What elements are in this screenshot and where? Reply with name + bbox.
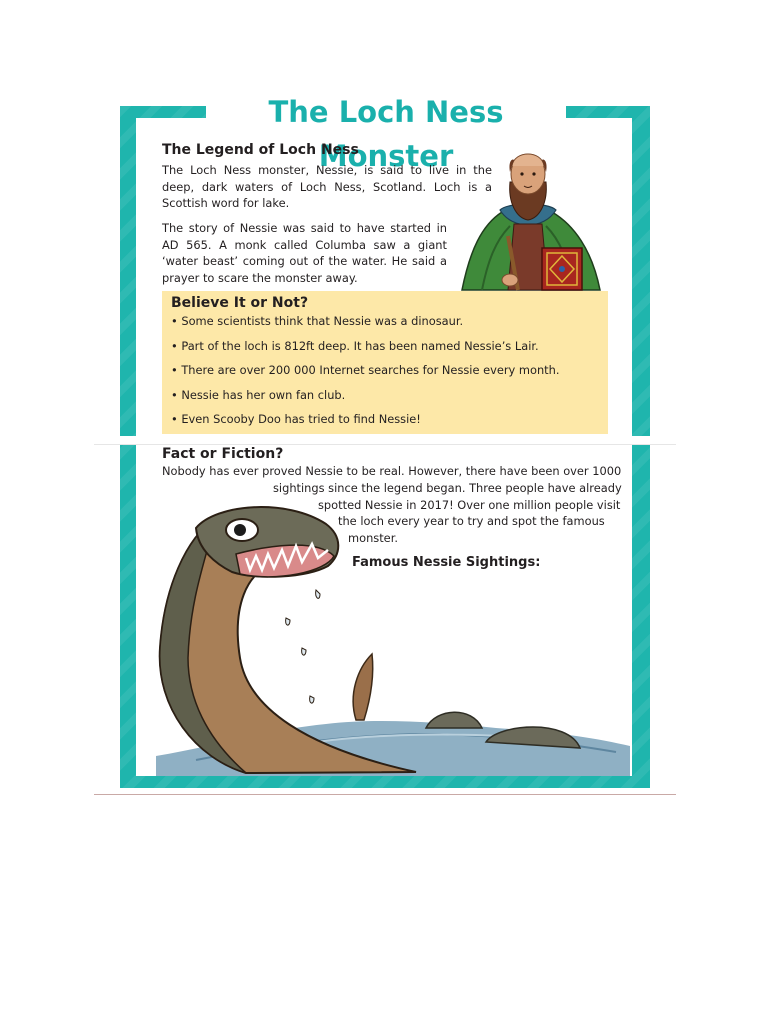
believe-list — [171, 313, 560, 436]
fact-line: the loch every year to try and spot the famous — [338, 514, 605, 528]
page-title: The Loch Ness Monster — [268, 95, 504, 173]
page-gap — [94, 436, 676, 444]
list-item: • Some scientists think that Nessie was a dinosaur. — [171, 313, 560, 338]
monk-illustration — [452, 140, 604, 292]
believe-heading: Believe It or Not? — [171, 295, 309, 311]
divider — [94, 444, 676, 445]
famous-sightings-heading: Famous Nessie Sightings: — [352, 555, 541, 570]
list-item: • Part of the loch is 812ft deep. It has been named Nessie’s Lair. — [171, 338, 560, 363]
legend-paragraph-2: The story of Nessie was said to have started in AD 565. A monk called Columba saw a giant ‘water beast’ coming out of the water. He said a prayer to scare the monster away. — [162, 221, 447, 285]
list-item: • Even Scooby Doo has tried to find Nessie! — [171, 411, 560, 436]
fact-line: monster. — [348, 531, 398, 545]
fact-heading: Fact or Fiction? — [162, 446, 284, 462]
nessie-illustration — [136, 498, 632, 776]
list-item: • Nessie has her own fan club. — [171, 387, 560, 412]
fact-line: Nobody has ever proved Nessie to be real. However, there have been over 1000 — [162, 464, 622, 478]
fact-line: spotted Nessie in 2017! Over one million people visit — [318, 498, 621, 512]
legend-paragraph-1: The Loch Ness monster, Nessie, is said to live in the deep, dark waters of Loch Ness, Scotland. Loch is a Scottish word for lake. — [162, 163, 492, 210]
fact-line: sightings since the legend began. Three people have already — [273, 481, 622, 495]
legend-heading: The Legend of Loch Ness — [162, 142, 359, 158]
list-item: • There are over 200 000 Internet searches for Nessie every month. — [171, 362, 560, 387]
believe-it-or-not-box — [162, 291, 608, 434]
